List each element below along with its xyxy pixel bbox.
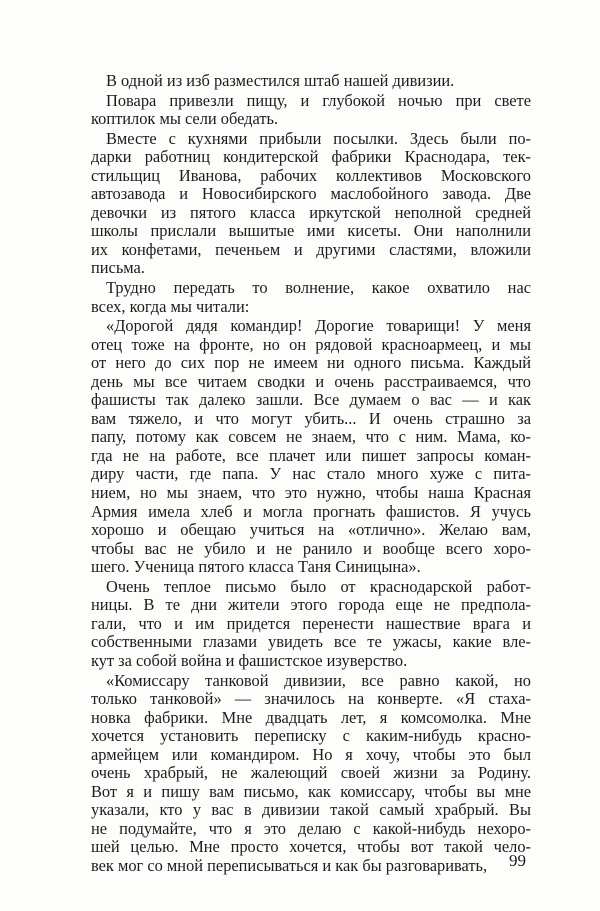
text-line: нием, но мы знаем, что это нужно, чтобы наша Красная bbox=[91, 483, 531, 503]
text-line: «Дорогой дядя командир! Дорогие товарищи! У меня bbox=[106, 316, 531, 336]
paragraph bbox=[91, 130, 531, 278]
text-line: автозавода и Новосибирского маслобойного завода. Две bbox=[91, 184, 531, 204]
text-line: В одной из изб разместился штаб нашей дивизии. bbox=[106, 71, 455, 90]
text-line: ницы. В те дни жители этого города еще не предпола- bbox=[91, 595, 531, 615]
paragraph bbox=[91, 672, 531, 876]
text-line: кут за собой война и фашистское изуверство. bbox=[91, 650, 408, 670]
text-line: всех, когда мы читали: bbox=[91, 296, 250, 316]
text-line: коптилок мы сели обедать. bbox=[91, 109, 279, 129]
text-line: Вот я и пишу вам письмо, как комиссару, чтобы вы мне bbox=[91, 781, 531, 801]
text-line: указали, кто у вас в дивизии такой самый храбрый. Вы bbox=[91, 800, 531, 820]
text-line: шей целью. Мне просто хочется, чтобы вот такой чело- bbox=[91, 837, 531, 857]
text-line: папу, потому как совсем не знаем, что с ним. Мама, ко- bbox=[91, 427, 531, 447]
paragraph bbox=[91, 317, 531, 577]
text-line: письма. bbox=[91, 258, 145, 278]
text-line: армейцем или командиром. Но я хочу, чтобы это был bbox=[91, 744, 531, 764]
text-line: собственными глазами увидеть все те ужасы, какие вле- bbox=[91, 632, 531, 652]
text-line: новка фабрики. Мне двадцать лет, я комсомолка. Мне bbox=[91, 707, 531, 727]
text-line: шего. Ученица пятого класса Таня Синицына». bbox=[91, 557, 421, 577]
text-line: очень храбрый, не жалеющий своей жизни за Родину. bbox=[91, 763, 531, 783]
text-line: день мы все читаем сводки и очень расстраиваемся, что bbox=[91, 371, 531, 391]
text-line: хорошо и обещаю учиться на «отлично». Желаю вам, bbox=[91, 520, 531, 540]
text-line: их конфетами, печеньем и другими сластями, вложили bbox=[91, 239, 531, 259]
text-line: хочется установить переписку с каким-нибудь красно- bbox=[91, 726, 531, 746]
page-number: 99 bbox=[509, 851, 526, 870]
text-line: чтобы вас не убило и не ранило и вообще всего хоро- bbox=[91, 538, 531, 558]
text-line: Повара привезли пищу, и глубокой ночью при свете bbox=[106, 90, 531, 110]
text-line: отец тоже на фронте, но он рядовой красноармеец, и мы bbox=[91, 334, 531, 354]
text-line: Вместе с кухнями прибыли посылки. Здесь были по- bbox=[106, 128, 531, 148]
text-line: девочки из пятого класса иркутской неполной средней bbox=[91, 202, 531, 222]
text-line: Трудно передать то волнение, какое охватило нас bbox=[106, 278, 531, 298]
paragraph bbox=[91, 279, 531, 316]
text-line: век мог со мной переписываться и как бы разговаривать, bbox=[91, 855, 488, 875]
text-line: диру части, где папа. У нас стало много хуже с пита- bbox=[91, 464, 531, 484]
text-line: Очень теплое письмо было от краснодарской работ- bbox=[106, 576, 531, 596]
text-line: вам тяжело, и что могут убить... И очень страшно за bbox=[91, 408, 531, 428]
text-line: от него до сих пор не имеем ни одного письма. Каждый bbox=[91, 353, 531, 373]
text-line: «Комиссару танковой дивизии, все равно какой, но bbox=[106, 670, 531, 690]
text-line: стильщиц Иванова, рабочих коллективов Московского bbox=[91, 165, 531, 185]
text-line: только танковой» — значилось на конверте. «Я стаха- bbox=[91, 689, 531, 709]
text-line: гда не на работе, все плачет или пишет запросы коман- bbox=[91, 445, 531, 465]
text-line: дарки работниц кондитерской фабрики Краснодара, тек- bbox=[91, 147, 531, 167]
text-line: не подумайте, что я это делаю с какой-нибудь нехоро- bbox=[91, 818, 531, 838]
paragraph bbox=[91, 92, 531, 129]
text-line: гали, что и им придется перенести нашествие врага и bbox=[91, 613, 531, 633]
text-line: фашисты так далеко зашли. Все думаем о вас — и как bbox=[91, 390, 531, 410]
body-text bbox=[91, 72, 531, 877]
text-line: Армия имела хлеб и могла прогнать фашистов. Я учусь bbox=[91, 501, 531, 521]
paragraph bbox=[91, 578, 531, 671]
paragraph bbox=[91, 72, 531, 91]
text-line: школы прислали вышитые ими кисеты. Они наполнили bbox=[91, 221, 531, 241]
